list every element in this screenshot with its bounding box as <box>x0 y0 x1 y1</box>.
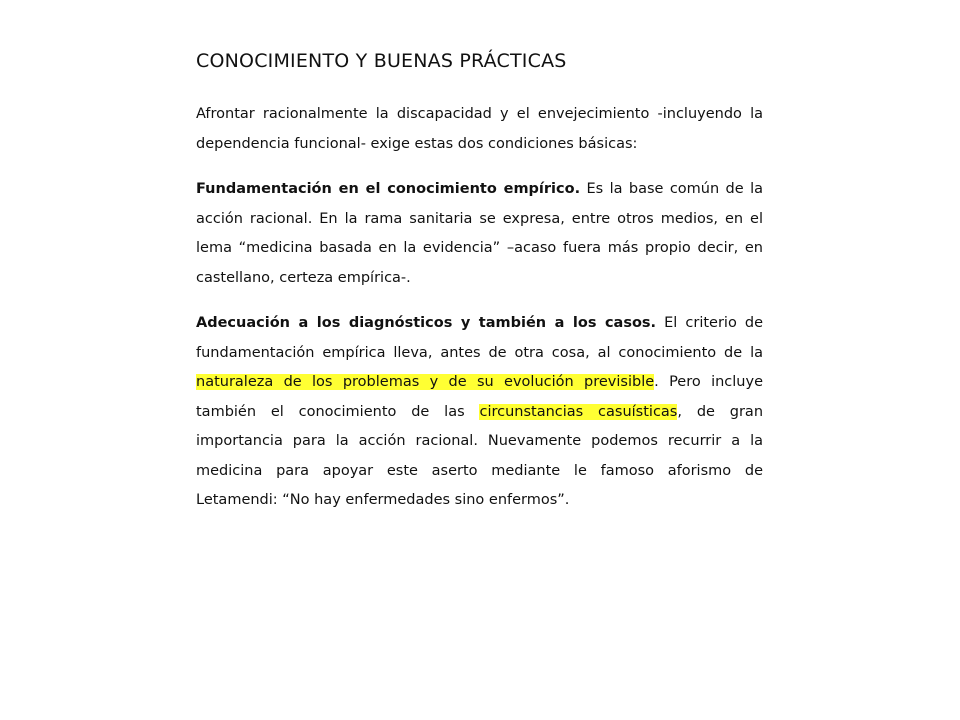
page-title: CONOCIMIENTO Y BUENAS PRÁCTICAS <box>196 50 567 72</box>
point2-text-a: El criterio de fundamentación empírica lleva, antes de otra cosa, al conocimiento de la <box>196 315 763 361</box>
point1-text: Es la base común de la acción racional. En la rama sanitaria se expresa, entre otros medios, en el lema “medicina basada en la evidencia” –acaso fuera más propio decir, en castellano, certeza empírica-. <box>196 181 763 286</box>
highlight-casuistic-circumstances: circunstancias casuísticas <box>479 403 678 420</box>
point2-text-c: , de gran importancia para la acción racional. Nuevamente podemos recurrir a la medicina para apoyar este aserto mediante le famoso aforismo de Letamendi: “No hay enfermedades sino enfermos”. <box>196 403 764 508</box>
intro-paragraph: Afrontar racionalmente la discapacidad y el envejecimiento -incluyendo la dependencia funcional- exige estas dos condiciones básicas: <box>196 106 763 152</box>
highlight-problem-nature: naturaleza de los problemas y de su evolución previsible <box>196 374 655 390</box>
point2-heading: Adecuación a los diagnósticos y también a los casos. <box>196 315 657 331</box>
point2-text-b: . Pero incluye también el conocimiento de las <box>196 374 763 420</box>
slide-content <box>196 46 763 532</box>
point2-paragraph <box>196 309 763 516</box>
point1-heading: Fundamentación en el conocimiento empírico. <box>196 181 581 197</box>
point1-paragraph <box>196 175 763 293</box>
